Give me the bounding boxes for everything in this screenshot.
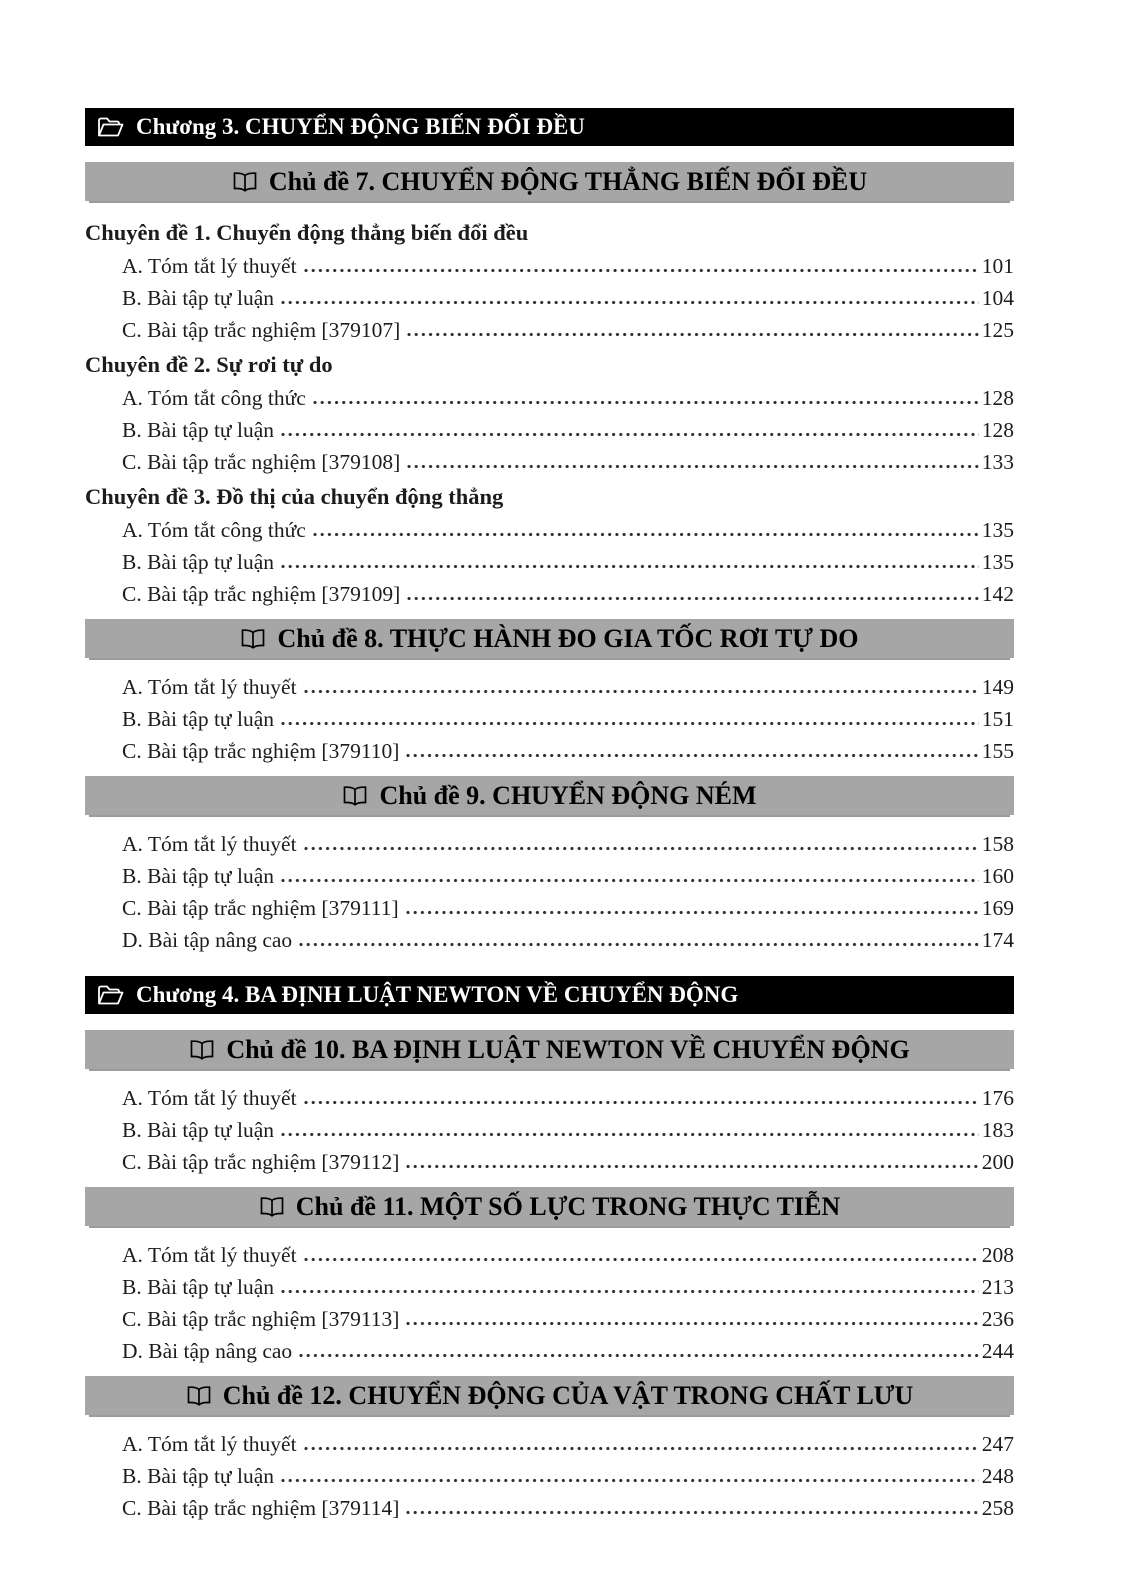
entry-page-number: 155 [981,739,1014,763]
toc-entry [122,546,1014,578]
toc-entry [122,414,1014,446]
topic-title: Chủ đề 8. THỰC HÀNH ĐO GIA TỐC RƠI TỰ DO [277,623,859,653]
subtopic-heading: Chuyên đề 2. Sự rơi tự do [85,352,333,377]
entry-page-number: 128 [981,418,1014,442]
dot-leader [281,721,979,726]
toc-entry [122,250,1014,282]
dot-leader [406,910,979,915]
entry-label: A. Tóm tắt công thức [122,518,306,542]
entry-label: C. Bài tập trắc nghiệm [379112] [122,1150,400,1174]
entry-page-number: 101 [981,254,1014,278]
toc-entry [122,1146,1014,1178]
book-icon [342,785,368,807]
entry-label: B. Bài tập tự luận [122,550,274,574]
entry-label: A. Tóm tắt lý thuyết [122,1086,297,1110]
topic-title: Chủ đề 10. BA ĐỊNH LUẬT NEWTON VỀ CHUYỂN ĐỘNG [226,1034,910,1064]
toc-page [85,88,1014,1524]
toc-entry [122,1335,1014,1367]
entry-page-number: 149 [981,675,1014,699]
dot-leader [406,1164,978,1169]
dot-leader [304,268,979,273]
entry-page-number: 151 [981,707,1014,731]
entry-page-number: 176 [981,1086,1014,1110]
entry-page-number: 247 [981,1432,1014,1456]
book-icon [232,171,258,193]
dot-leader [407,464,979,469]
topic-title: Chủ đề 7. CHUYỂN ĐỘNG THẲNG BIẾN ĐỔI ĐỀU [268,166,868,196]
entry-page-number: 236 [981,1307,1014,1331]
toc-entry [122,828,1014,860]
toc-entry [122,1114,1014,1146]
entry-label: C. Bài tập trắc nghiệm [379113] [122,1307,400,1331]
dot-leader [281,300,979,305]
dot-leader [313,532,979,537]
chapter-title: Chương 4. BA ĐỊNH LUẬT NEWTON VỀ CHUYỂN ĐỘNG [136,982,739,1007]
entry-label: D. Bài tập nâng cao [122,1339,293,1363]
topic-title: Chủ đề 11. MỘT SỐ LỰC TRONG THỰC TIỄN [295,1191,841,1221]
entry-page-number: 174 [981,928,1014,952]
topic-header-bar [85,1030,1014,1069]
chapter-header-bar [85,108,1014,146]
dot-leader [313,400,979,405]
topic-title: Chủ đề 9. CHUYỂN ĐỘNG NÉM [379,780,757,810]
entry-label: A. Tóm tắt công thức [122,386,306,410]
table-of-contents [85,108,1014,1524]
entry-page-number: 244 [981,1339,1014,1363]
entry-page-number: 125 [981,318,1014,342]
dot-leader [304,1100,979,1105]
entry-label: D. Bài tập nâng cao [122,928,293,952]
toc-entry [122,1271,1014,1303]
toc-entry [122,1492,1014,1524]
topic-header-bar [85,1376,1014,1415]
entry-label: B. Bài tập tự luận [122,286,274,310]
toc-entry [122,1460,1014,1492]
dot-leader [406,753,978,758]
entry-label: B. Bài tập tự luận [122,1464,274,1488]
toc-entry [122,578,1014,610]
dot-leader [281,1478,979,1483]
toc-entry [122,1239,1014,1271]
entry-label: A. Tóm tắt lý thuyết [122,1243,297,1267]
dot-leader [281,878,979,883]
book-icon [189,1039,215,1061]
entry-label: A. Tóm tắt lý thuyết [122,254,297,278]
entry-label: C. Bài tập trắc nghiệm [379109] [122,582,401,606]
entry-page-number: 158 [981,832,1014,856]
toc-entry [122,671,1014,703]
toc-entry [122,924,1014,956]
toc-entry [122,892,1014,924]
entry-page-number: 258 [981,1496,1014,1520]
book-icon [186,1385,212,1407]
entry-label: B. Bài tập tự luận [122,1118,274,1142]
entry-page-number: 208 [981,1243,1014,1267]
entry-label: A. Tóm tắt lý thuyết [122,832,297,856]
topic-title: Chủ đề 12. CHUYỂN ĐỘNG CỦA VẬT TRONG CHẤT LƯU [222,1380,914,1410]
entry-label: B. Bài tập tự luận [122,1275,274,1299]
dot-leader [281,564,979,569]
entry-label: C. Bài tập trắc nghiệm [379107] [122,318,401,342]
dot-leader [299,1353,979,1358]
entry-label: C. Bài tập trắc nghiệm [379114] [122,1496,400,1520]
topic-header-bar [85,776,1014,815]
dot-leader [304,689,979,694]
entry-page-number: 248 [981,1464,1014,1488]
entry-label: C. Bài tập trắc nghiệm [379110] [122,739,400,763]
subtopic-heading: Chuyên đề 3. Đồ thị của chuyển động thẳng [85,484,504,509]
subtopic-heading: Chuyên đề 1. Chuyển động thẳng biến đổi đều [85,220,529,245]
entry-page-number: 135 [981,550,1014,574]
topic-header-bar [85,162,1014,201]
entry-page-number: 200 [981,1150,1014,1174]
dot-leader [406,1510,978,1515]
toc-entry [122,1428,1014,1460]
toc-entry [122,514,1014,546]
entry-label: B. Bài tập tự luận [122,864,274,888]
dot-leader [304,846,979,851]
folder-icon [97,116,124,138]
book-icon [259,1196,285,1218]
entry-label: C. Bài tập trắc nghiệm [379111] [122,896,399,920]
entry-page-number: 169 [981,896,1014,920]
entry-page-number: 213 [981,1275,1014,1299]
entry-page-number: 135 [981,518,1014,542]
toc-entry [122,382,1014,414]
topic-header-bar [85,1187,1014,1226]
entry-page-number: 133 [981,450,1014,474]
entry-page-number: 160 [981,864,1014,888]
toc-entry [122,314,1014,346]
dot-leader [304,1257,979,1262]
folder-icon [97,984,124,1006]
toc-entry [122,446,1014,478]
entry-label: B. Bài tập tự luận [122,418,274,442]
chapter-header-bar [85,976,1014,1014]
entry-label: A. Tóm tắt lý thuyết [122,675,297,699]
toc-entry [122,1303,1014,1335]
entry-page-number: 142 [981,582,1014,606]
entry-page-number: 183 [981,1118,1014,1142]
dot-leader [407,332,979,337]
entry-label: C. Bài tập trắc nghiệm [379108] [122,450,401,474]
dot-leader [304,1446,979,1451]
entry-label: A. Tóm tắt lý thuyết [122,1432,297,1456]
dot-leader [281,1132,979,1137]
dot-leader [407,596,979,601]
toc-entry [122,860,1014,892]
toc-entry [122,1082,1014,1114]
topic-header-bar [85,619,1014,658]
toc-entry [122,703,1014,735]
toc-entry [122,282,1014,314]
entry-label: B. Bài tập tự luận [122,707,274,731]
chapter-title: Chương 3. CHUYỂN ĐỘNG BIẾN ĐỔI ĐỀU [136,114,585,139]
dot-leader [299,942,979,947]
entry-page-number: 104 [981,286,1014,310]
dot-leader [406,1321,978,1326]
toc-entry [122,735,1014,767]
book-icon [240,628,266,650]
entry-page-number: 128 [981,386,1014,410]
dot-leader [281,1289,979,1294]
dot-leader [281,432,979,437]
